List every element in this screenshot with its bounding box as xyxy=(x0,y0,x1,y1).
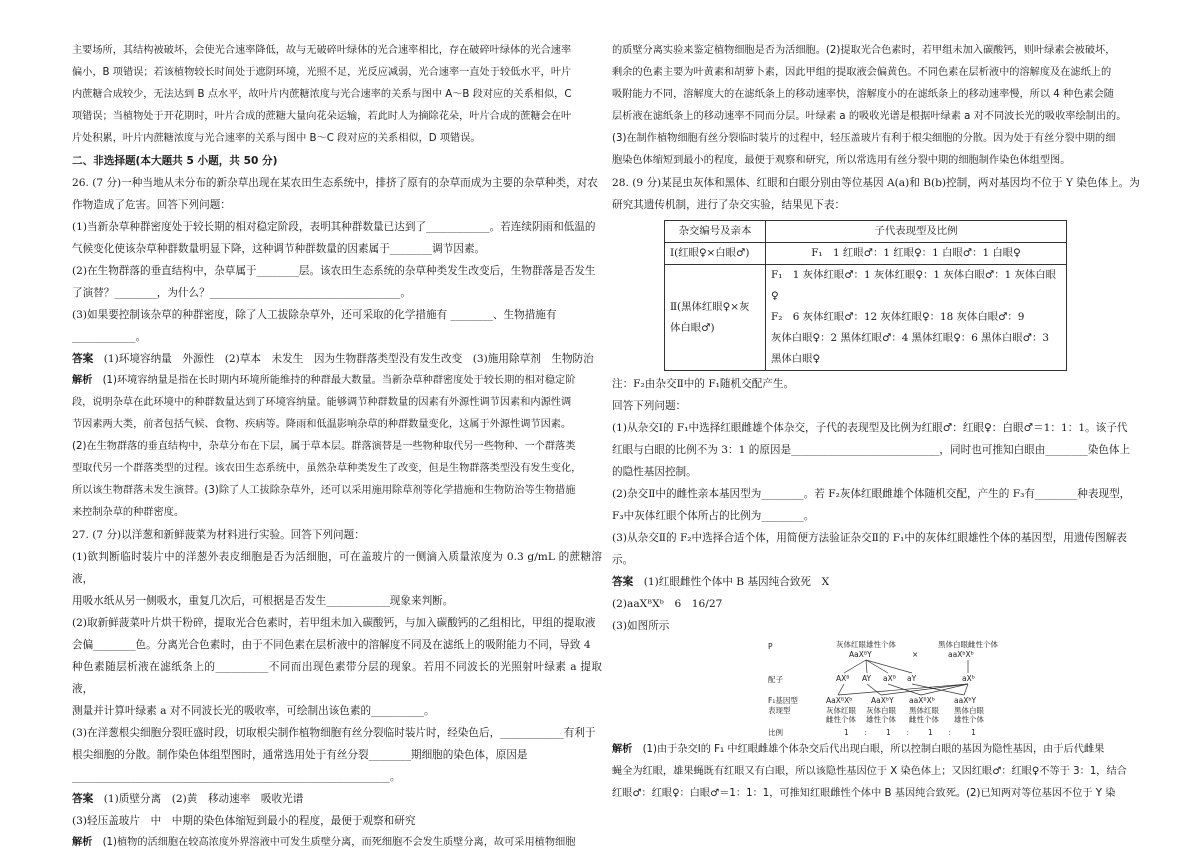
q28-part: 红眼与白眼的比例不为 3：1 的原因是____________________________，同时也可推知白眼由________染色体上 xyxy=(612,444,1131,456)
fusion-line xyxy=(838,684,844,695)
right-column xyxy=(612,40,1142,805)
cross-table xyxy=(664,220,1067,371)
f1-genotype: AaXᵇY xyxy=(871,696,894,705)
q28-analysis: 解析 (1)由于杂交Ⅰ的 F₁ 中红眼雌雄个体杂交后代出现白眼，所以控制白眼的基因为隐性基因，由于后代雌果 xyxy=(612,744,1105,755)
ratio-sep: ： xyxy=(864,728,872,737)
answer-label: 答案 xyxy=(72,793,94,805)
phenotype-label: 表现型 xyxy=(768,706,791,715)
parent1-genotype: AaXᴮY xyxy=(849,650,872,659)
q28-prompt: 回答下列问题： xyxy=(612,400,687,412)
analysis-label: 解析 xyxy=(72,375,93,386)
table-row xyxy=(665,265,1067,371)
carry-line: 片处积累，叶片内蔗糖浓度与光合速率的关系与图中 B～C 段对应的关系相似，D 项错误。 xyxy=(72,133,481,144)
gamete: AXᴮ xyxy=(836,674,850,683)
gamete: aXᴮ xyxy=(883,674,896,683)
carry-line: 剩余的色素主要为叶黄素和胡萝卜素，因此甲组的提取液会偏黄色。不同色素在层析液中的溶解度及在滤纸上的 xyxy=(612,67,1112,78)
carry-line: 主要场所，其结构被破坏，会使光合速率降低，故与无破碎叶绿体的光合速率相比，存在破碎叶绿体的光合速率 xyxy=(72,45,572,56)
q28-part: 示。 xyxy=(612,554,634,566)
ratio-sep: ： xyxy=(948,728,956,737)
f1-sex: 雄性个体 xyxy=(866,715,896,724)
q26-analysis-line: (2)在生物群落的垂直结构中，杂草分布在下层，属于草本层。群落演替是一些物种取代另一些物种、一个群落类 xyxy=(72,441,576,452)
q26-analysis-line: 段，说明杂草在此环境中的种群数量达到了环境容纳量。能够调节种群数量的因素有外源性调节因素和内源性调 xyxy=(72,397,572,408)
p-label: P xyxy=(768,642,773,651)
cross-lines xyxy=(838,660,968,695)
q27-answer-line: (3)轻压盖玻片 中 中期的染色体缩短到最小的程度，最便于观察和研究 xyxy=(72,815,416,827)
q27-part: 用吸水纸从另一侧吸水，重复几次后，可根据是否发生____________现象来判断。 xyxy=(72,595,454,607)
table-note: 注：F₂由杂交Ⅱ中的 F₁随机交配产生。 xyxy=(612,378,795,390)
table-header-row xyxy=(665,221,1067,243)
section-title: 二、非选择题(本大题共 5 小题，共 50 分) xyxy=(72,155,278,167)
table-header: 杂交编号及亲本 xyxy=(665,221,766,243)
f1-sex: 雌性个体 xyxy=(826,715,856,724)
q27-part: 会偏________色。分离光合色素时，由于不同色素在层析液中的溶解度不同及在滤纸上的吸附能力不同，导致 4 xyxy=(72,639,591,651)
q28-part: F₃中灰体红眼个体所占的比例为________。 xyxy=(612,510,815,522)
q28-answer: 答案 (1)红眼雌性个体中 B 基因纯合致死 X xyxy=(612,576,830,588)
carry-line: 吸附能力不同，溶解度大的在滤纸条上的移动速率快，溶解度小的在滤纸条上的移动速率慢，所以 4 种色素会随 xyxy=(612,89,1114,100)
answer-label: 答案 xyxy=(72,353,94,365)
gamete: aY xyxy=(907,674,917,683)
q27-part: (2)取新鲜菠菜叶片烘干粉碎，提取光合色素时，若甲组未加入碳酸钙，与加入碳酸钙的乙组相比，甲组的提取液 xyxy=(72,617,596,629)
f1-phenotype: 灰体红眼 xyxy=(826,706,856,715)
q26-stem: 作物造成了危害。回答下列问题： xyxy=(72,199,231,211)
answer-label: 答案 xyxy=(612,576,634,588)
fusion-line xyxy=(867,684,881,695)
table-header: 子代表现型及比例 xyxy=(766,221,1067,243)
q26-analysis-line: 节因素两大类，前者包括气候、食物、疾病等。降雨和低温影响杂草的种群数量变化，这属于外源性调节因素。 xyxy=(72,419,572,430)
carry-line: 的质壁分离实验来鉴定植物细胞是否为活细胞。(2)提取光合色素时，若甲组未加入碳酸钙，则叶绿素会被破坏， xyxy=(612,45,1116,56)
f1-genotype-label: F₁基因型 xyxy=(768,696,798,705)
gamete-label: 配子 xyxy=(768,675,783,684)
f1-phenotype: 黑体白眼 xyxy=(954,706,984,715)
ratio-sep: ： xyxy=(906,728,914,737)
gamete: AY xyxy=(862,674,872,683)
q26-stem: 26. (7 分)一种当地从未分布的新杂草出现在某农田生态系统中，排挤了原有的杂草而成为主要的杂草种类，对农 xyxy=(72,177,598,189)
gamete-line xyxy=(866,660,888,673)
q26-part: (1)当新杂草种群密度处于较长期的相对稳定阶段，表明其种群数量已达到了____________。若连续阴雨和低温的 xyxy=(72,221,596,233)
fusion-line xyxy=(964,684,968,695)
table-cell: F₁ 1 灰体红眼♂：1 灰体红眼♀：1 灰体白眼♂：1 灰体白眼 ♀ F₂ 6 灰体红眼♂：12 灰体红眼♀：18 灰体白眼♂：9 灰体白眼♀：2 黑体红眼♂：4 黑体红眼♀：6 黑体白眼♂：3 黑体白眼♀ xyxy=(766,265,1067,371)
carry-line: 项错误；当植物处于开花期时，叶片合成的蔗糖大量向花朵运输，若此时人为摘除花朵，叶片合成的蔗糖会在叶 xyxy=(72,111,572,122)
q26-analysis-line: 所以该生物群落未发生演替。(3)除了人工拔除杂草外，还可以采用施用除草剂等化学措施和生物防治等生物措施 xyxy=(72,485,576,496)
q26-part: (2)在生物群落的垂直结构中，杂草属于________层。该农田生态系统的杂草种类发生改变后，生物群落是否发生 xyxy=(72,265,596,277)
cross-symbol: × xyxy=(912,650,919,659)
f1-sex: 雌性个体 xyxy=(909,715,939,724)
table-cell: Ⅱ(黑体红眼♀×灰 体白眼♂) xyxy=(665,265,766,371)
q27-part: ____________________________________________________________。 xyxy=(72,771,401,783)
q28-stem: 研究其遗传机制，进行了杂交实验，结果见下表： xyxy=(612,199,846,211)
ratio-value: 1 xyxy=(928,728,933,737)
q26-part: 了演替？________，为什么？____________________________________。 xyxy=(72,287,411,299)
q27-analysis: 解析 (1)植物的活细胞在较高浓度外界溶液中可发生质壁分离，而死细胞不会发生质壁分离，故可采用植物细胞 xyxy=(72,837,576,848)
fusion-line xyxy=(838,684,968,695)
q27-stem: 27. (7 分)以洋葱和新鲜菠菜为材料进行实验。回答下列问题： xyxy=(72,529,365,541)
q28-analysis-line: 红眼♂：红眼♀：白眼♂＝1：1：1，可推知红眼雌性个体中 B 基因纯合致死。(2)已知两对等位基因不位于 Y 染 xyxy=(612,788,1116,799)
carry-line: (3)在制作植物细胞有丝分裂临时装片的过程中，轻压盖玻片有利于根尖细胞的分散。因为处于有丝分裂中期的细 xyxy=(612,133,1116,144)
f1-phenotype: 灰体白眼 xyxy=(866,706,896,715)
q27-part: (1)欲判断临时装片中的洋葱外表皮细胞是否为活细胞，可在盖玻片的一侧滴入质量浓度为 0.3 g/mL 的蔗糖溶液， xyxy=(72,551,602,585)
gamete-line xyxy=(866,660,912,673)
q28-part: (2)杂交Ⅱ中的雌性亲本基因型为________。若 F₂灰体红眼雌雄个体随机交配，产生的 F₃有________种表现型， xyxy=(612,488,1131,500)
f1-sex: 雄性个体 xyxy=(954,715,984,724)
q27-part: 测量并计算叶绿素 a 对不同波长光的吸收率，可绘制出该色素的__________。 xyxy=(72,705,435,717)
parent1-phenotype: 灰体红眼雄性个体 xyxy=(836,640,896,649)
analysis-label: 解析 xyxy=(612,744,633,755)
q26-analysis-line: 来控制杂草的种群密度。 xyxy=(72,507,185,518)
q26-analysis-line: 型取代另一个群落类型的过程。该农田生态系统中，虽然杂草种类发生了改变，但是生物群落类型没有发生变化， xyxy=(72,463,582,474)
q26-part: 气候变化使该杂草种群数量明显下降，这种调节种群数量的因素属于________调节因素。 xyxy=(72,243,486,255)
q28-stem: 28. (9 分)某昆虫灰体和黑体、红眼和白眼分别由等位基因 A(a)和 B(b)控制，两对基因均不位于 Y 染色体上。为 xyxy=(612,177,1140,189)
q26-analysis: 解析 (1)环境容纳量是指在长时期内环境所能维持的种群最大数量。当新杂草种群密度处于较长期的相对稳定阶 xyxy=(72,375,576,386)
analysis-label: 解析 xyxy=(72,837,93,848)
q26-answer: 答案 (1)环境容纳量 外源性 (2)草本 未发生 因为生物群落类型没有发生改变 (3)施用除草剂 生物防治 xyxy=(72,353,594,365)
gamete-line xyxy=(844,660,866,673)
carry-line: 内蔗糖合成较少，无法达到 B 点水平，故叶片内蔗糖浓度与光合速率的关系与图中 A～B 段对应的关系相似，C xyxy=(72,89,572,100)
f1-genotype: aaXᴮXᵇ xyxy=(909,696,935,705)
table-row xyxy=(665,243,1067,265)
q27-part: 根尖细胞的分散。制作染色体组型图时，通常选用处于有丝分裂________期细胞的染色体，原因是 xyxy=(72,749,528,761)
table-cell: Ⅰ(红眼♀×白眼♂) xyxy=(665,243,766,265)
q28-answer-line: (3)如图所示 xyxy=(612,620,670,632)
gamete-line xyxy=(866,660,867,673)
f1-phenotype: 黑体红眼 xyxy=(909,706,939,715)
left-column xyxy=(72,40,602,854)
carry-line: 层析液在滤纸条上的移动速率不同而分层。叶绿素 a 的吸收光谱是根据叶绿素 a 对不同波长光的吸收率绘制出的。 xyxy=(612,111,1127,122)
table-cell: F₁ 1 红眼♂：1 红眼♀：1 白眼♂：1 白眼♀ xyxy=(766,243,1067,265)
q28-answer-line: (2)aaXᴮXᵇ 6 16/27 xyxy=(612,598,723,610)
q28-analysis-line: 蝇全为红眼，雄果蝇既有红眼又有白眼，所以该隐性基因位于 X 染色体上；又因红眼♂：红眼♀不等于 3：1，结合 xyxy=(612,766,1127,777)
parent2-phenotype: 黑体白眼雌性个体 xyxy=(938,640,998,649)
genetic-cross-diagram xyxy=(766,639,1066,739)
carry-line: 偏小，B 项错误；若该植物较长时间处于遮阴环境，光照不足，光反应减弱，光合速率一直处于较低水平，叶片 xyxy=(72,67,572,78)
ratio-value: 1 xyxy=(971,728,976,737)
q27-part: 种色素随层析液在滤纸条上的__________不同而出现色素带分层的现象。若用不同波长的光照射叶绿素 a 提取液， xyxy=(72,661,602,695)
q27-part: (3)在洋葱根尖细胞分裂旺盛时段，切取根尖制作植物细胞有丝分裂临时装片时，经染色后，____________有利于 xyxy=(72,727,596,739)
q26-part: ____________。 xyxy=(72,331,147,343)
f1-genotype: AaXᴮXᵇ xyxy=(826,696,853,705)
carry-line: 胞染色体缩短到最小的程度，最便于观察和研究，所以常选用有丝分裂中期的细胞制作染色体组型图。 xyxy=(612,155,1071,166)
q28-part: (1)从杂交Ⅰ的 F₁中选择红眼雌雄个体杂交，子代的表现型及比例为红眼♂：红眼♀：白眼♂＝1：1：1。该子代 xyxy=(612,422,1128,434)
gamete: aXᵇ xyxy=(962,674,975,683)
ratio-label: 比例 xyxy=(768,728,783,737)
q28-part: (3)从杂交Ⅱ的 F₂中选择合适个体，用简便方法验证杂交Ⅱ的 F₁中的灰体红眼雄性个体的基因型，用遗传图解表 xyxy=(612,532,1127,544)
q27-answer: 答案 (1)质壁分离 (2)黄 移动速率 吸收光谱 xyxy=(72,793,304,805)
parent2-genotype: aaXᵇXᵇ xyxy=(948,650,974,659)
q28-part: 的隐性基因控制。 xyxy=(612,466,697,478)
f1-genotype: aaXᵇY xyxy=(954,696,977,705)
ratio-value: 1 xyxy=(844,728,849,737)
q26-part: (3)如果要控制该杂草的种群密度，除了人工拔除杂草外，还可采取的化学措施有 ________、生物措施有 xyxy=(72,309,557,321)
ratio-value: 1 xyxy=(886,728,891,737)
